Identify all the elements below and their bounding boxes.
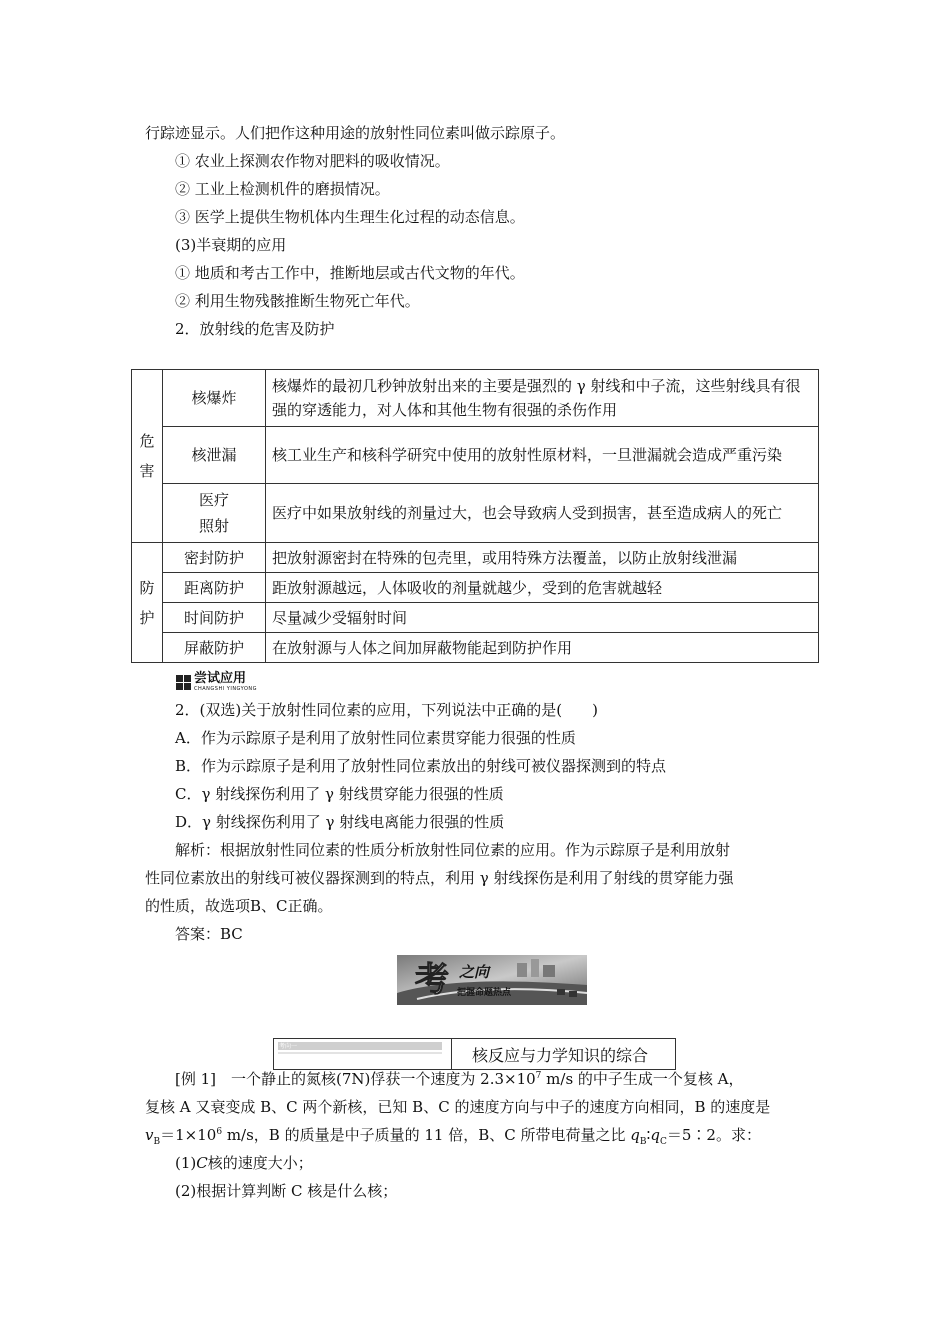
example-line: 复核 A 又衰变成 B、C 两个新核，已知 B、C 的速度方向与中子的速度方向相同，B 的速度是 — [145, 1098, 771, 1116]
example-text: (1) — [175, 1154, 197, 1172]
body-text-line: ③ 医学上提供生物机体内生理生化过程的动态信息。 — [175, 208, 525, 226]
banner-big-char: 考 — [415, 960, 449, 1000]
hazard-desc: 核爆炸的最初几秒钟放射出来的主要是强烈的 γ 射线和中子流，这些射线具有很强的穿透能力，对人体和其他生物有很强的杀伤作用 — [266, 370, 819, 427]
topic-title: 核反应与力学知识的综合 — [472, 1046, 649, 1065]
protection-desc: 距放射源越远，人体吸收的剂量就越少，受到的危害就越轻 — [266, 573, 819, 603]
protection-name: 时间防护 — [163, 603, 266, 633]
hazard-name: 核爆炸 — [163, 370, 266, 427]
hazard-name: 核泄漏 — [163, 427, 266, 484]
analysis-line: 解析：根据放射性同位素的性质分析放射性同位素的应用。作为示踪原子是利用放射 — [175, 841, 731, 859]
hazard-desc: 医疗中如果放射线的剂量过大，也会导致病人受到损害，甚至造成病人的死亡 — [266, 484, 819, 543]
analysis-line: 的性质，故选项B、C正确。 — [145, 897, 333, 915]
group-char: 防 — [139, 578, 155, 597]
subscript: B — [639, 1137, 647, 1147]
body-text-line: ① 农业上探测农作物对肥料的吸收情况。 — [175, 152, 450, 170]
example-line — [145, 1125, 761, 1145]
option-b: B．作为示踪原子是利用了放射性同位素放出的射线可被仪器探测到的特点 — [175, 757, 667, 775]
group-char: 护 — [139, 608, 155, 627]
hazard-name — [163, 484, 266, 543]
option-d: D．γ 射线探伤利用了 γ 射线电离能力很强的性质 — [175, 813, 505, 831]
option-a: A．作为示踪原子是利用了放射性同位素贯穿能力很强的性质 — [175, 729, 576, 747]
var-q: q — [650, 1126, 660, 1144]
body-text-line: ② 利用生物残骸推断生物死亡年代。 — [175, 292, 420, 310]
example-subquestion: (2)根据计算判断 C 核是什么核； — [175, 1182, 398, 1200]
answer-line: 答案：BC — [175, 925, 243, 943]
analysis-line: 性同位素放出的射线可被仪器探测到的特点，利用 γ 射线探伤是利用了射线的贯穿能力强 — [145, 869, 734, 887]
option-c: C．γ 射线探伤利用了 γ 射线贯穿能力很强的性质 — [175, 785, 504, 803]
group-char: 害 — [139, 462, 155, 480]
topic-tab-label: 考向一 — [279, 1043, 298, 1050]
example-text: 核的速度大小； — [207, 1154, 313, 1172]
badge-title: 尝试应用 — [194, 671, 247, 686]
badge-pinyin: CHANGSHI YINGYONG — [194, 686, 258, 692]
radiation-hazard-protection-table — [131, 369, 819, 663]
protection-desc: 在放射源与人体之间加屏蔽物能起到防护作用 — [266, 633, 819, 663]
subscript: B — [153, 1137, 161, 1147]
banner-title: 之向 — [459, 963, 490, 981]
banner-subtitle: 把握命题热点 — [457, 988, 512, 998]
protection-name: 密封防护 — [163, 543, 266, 573]
example-text: [例 1] 一个静止的氮核(7N)俘获一个速度为 2.3×10 — [175, 1070, 536, 1088]
var-q: q — [630, 1126, 640, 1144]
example-text: ＝1×10 — [160, 1126, 217, 1144]
hazard-desc: 核工业生产和核科学研究中使用的放射性原材料，一旦泄漏就会造成严重污染 — [266, 427, 819, 484]
example-text: m/s，B 的质量是中子质量的 11 倍，B、C 所带电荷量之比 — [222, 1126, 631, 1144]
example-line — [175, 1069, 744, 1089]
question-stem: 2．(双选)关于放射性同位素的应用，下列说法中正确的是( ) — [175, 701, 598, 719]
subscript: C — [660, 1137, 667, 1147]
section-heading: 2．放射线的危害及防护 — [175, 320, 335, 338]
group-char: 危 — [139, 432, 155, 450]
example-text: m/s 的中子生成一个复核 A， — [541, 1070, 744, 1088]
hazard-group-cell — [132, 370, 163, 543]
topic-box — [273, 1038, 676, 1070]
body-text-line: ② 工业上检测机件的磨损情况。 — [175, 180, 390, 198]
protection-group-cell — [132, 543, 163, 663]
body-text-line: 行踪迹显示。人们把作这种用途的放射性同位素叫做示踪原子。 — [145, 124, 566, 142]
grid-icon — [176, 675, 191, 690]
protection-desc: 把放射源密封在特殊的包壳里，或用特殊方法覆盖，以防止放射线泄漏 — [266, 543, 819, 573]
subsection-heading: (3)半衰期的应用 — [175, 236, 287, 254]
exam-direction-banner — [397, 955, 587, 1005]
var-c: C — [196, 1154, 208, 1172]
example-subquestion — [175, 1153, 313, 1173]
example-text: ∶ — [646, 1126, 651, 1144]
body-text-line: ① 地质和考古工作中，推断地层或古代文物的年代。 — [175, 264, 525, 282]
exponent: 6 — [216, 1127, 223, 1137]
hazard-name-text: 医疗照射 — [198, 491, 229, 535]
protection-desc: 尽量减少受辐射时间 — [266, 603, 819, 633]
var-v: v — [145, 1126, 154, 1144]
protection-name: 距离防护 — [163, 573, 266, 603]
example-text: ＝5∶2。求： — [666, 1126, 761, 1144]
topic-tab-underline — [278, 1052, 442, 1054]
topic-divider — [451, 1039, 452, 1069]
protection-name: 屏蔽防护 — [163, 633, 266, 663]
topic-tab-bar — [278, 1042, 442, 1050]
try-application-badge — [176, 672, 257, 692]
exponent: 7 — [535, 1071, 542, 1081]
